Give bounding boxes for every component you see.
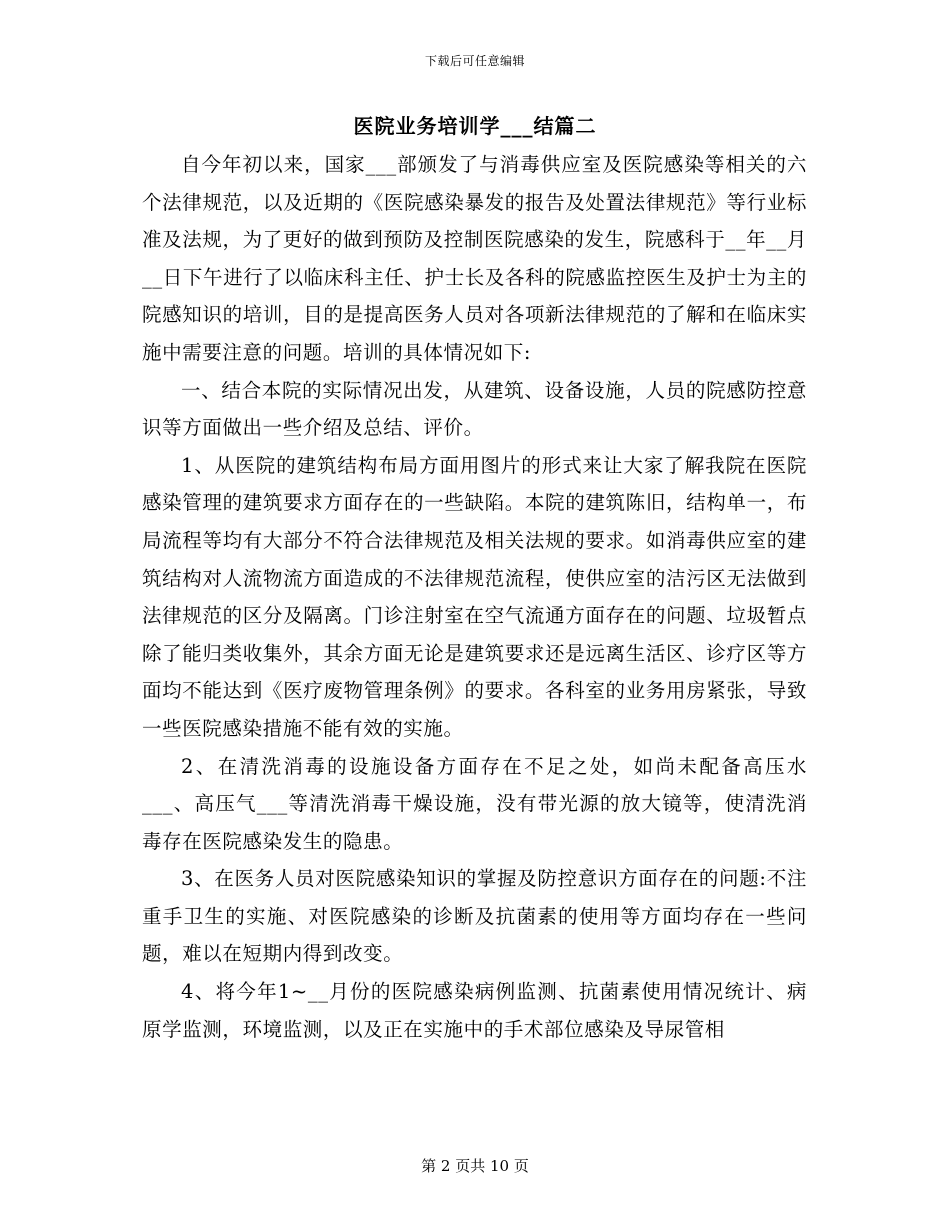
document-title: 医院业务培训学___结篇二 — [353, 114, 597, 138]
page-number-footer: 第 2 页共 10 页 — [421, 1157, 529, 1175]
paragraph: 4、将今年1~__月份的医院感染病例监测、抗菌素使用情况统计、病原学监测，环境监测，以及正在实施中的手术部位感染及导尿管相 — [142, 980, 807, 1041]
document-body — [142, 146, 807, 1048]
page-header-note: 下载后可任意编辑 — [424, 54, 525, 68]
paragraph: 一、结合本院的实际情况出发，从建筑、设备设施，人员的院感防控意识等方面做出一些介绍及总结、评价。 — [142, 378, 807, 440]
paragraph: 自今年初以来，国家___部颁发了与消毒供应室及医院感染等相关的六个法律规范，以及近期的《医院感染暴发的报告及处置法律规范》等行业标准及法规，为了更好的做到预防及控制医院感染的发生，院感科于__年__月__日下午进行了以临床科主任、护士长及各科的院感监控医生及护士为主的院感知识的培训，目的是提高医务人员对各项新法律规范的了解和在临床实施中需要注意的问题。培训的具体情况如下: — [142, 153, 807, 364]
paragraph: 3、在医务人员对医院感染知识的掌握及防控意识方面存在的问题:不注重手卫生的实施、对医院感染的诊断及抗菌素的使用等方面均存在一些问题，难以在短期内得到改变。 — [142, 867, 807, 966]
paragraph: 2、在清洗消毒的设施设备方面存在不足之处，如尚未配备高压水___、高压气___等清洗消毒干燥设施，没有带光源的放大镜等，使清洗消毒存在医院感染发生的隐患。 — [142, 754, 807, 853]
paragraph: 1、从医院的建筑结构布局方面用图片的形式来让大家了解我院在医院感染管理的建筑要求方面存在的一些缺陷。本院的建筑陈旧，结构单一，布局流程等均有大部分不符合法律规范及相关法规的要求。如消毒供应室的建筑结构对人流物流方面造成的不法律规范流程，使供应室的洁污区无法做到法律规范的区分及隔离。门诊注射室在空气流通方面存在的问题、垃圾暂点除了能归类收集外，其余方面无论是建筑要求还是远离生活区、诊疗区等方面均不能达到《医疗废物管理条例》的要求。各科室的业务用房紧张，导致一些医院感染措施不能有效的实施。 — [142, 453, 807, 740]
